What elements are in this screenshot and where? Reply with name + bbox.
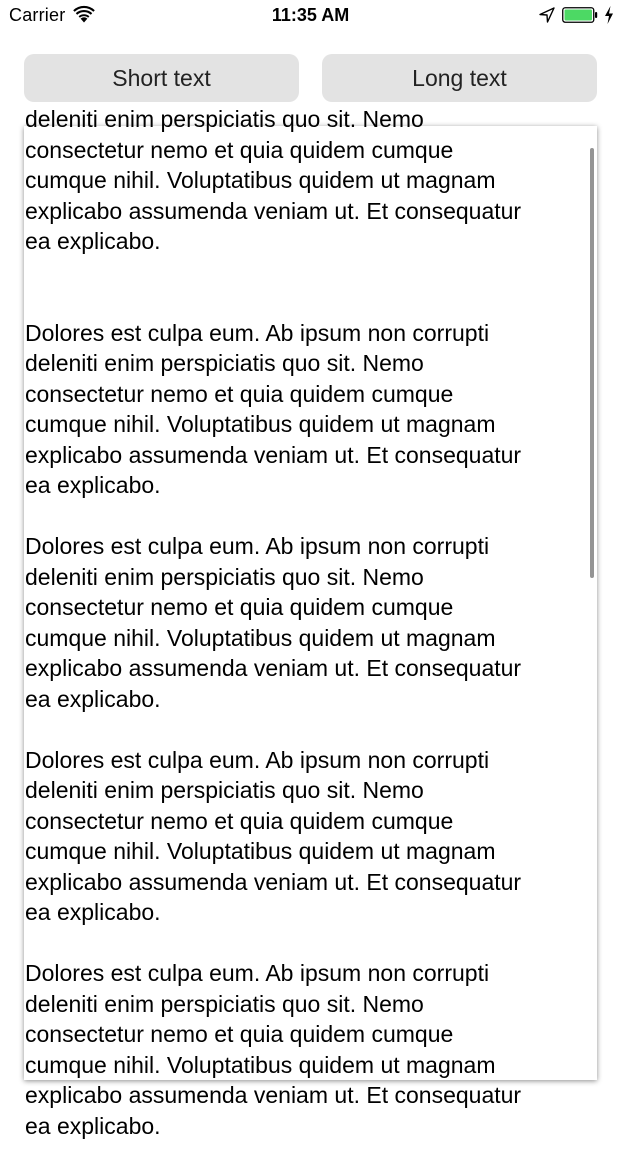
text-line: cumque nihil. Voluptatibus quidem ut magnam bbox=[25, 167, 496, 193]
status-time: 11:35 AM bbox=[271, 5, 350, 25]
status-bar bbox=[0, 0, 621, 32]
location-arrow-icon bbox=[538, 6, 556, 24]
text-line: deleniti enim perspiciatis quo sit. Nemo bbox=[25, 106, 424, 132]
text-line: deleniti enim perspiciatis quo sit. Nemo bbox=[25, 990, 424, 1017]
text-line: cumque nihil. Voluptatibus quidem ut magnam bbox=[25, 624, 496, 651]
paragraph bbox=[25, 104, 591, 287]
short-text-button[interactable]: Short text bbox=[24, 54, 299, 102]
text-line: cumque nihil. Voluptatibus quidem ut magnam bbox=[25, 411, 496, 437]
text-view[interactable] bbox=[24, 106, 597, 1139]
text-line: consectetur nemo et quia quidem cumque bbox=[25, 807, 454, 834]
battery-icon bbox=[562, 6, 598, 24]
text-line: Dolores est culpa eum. Ab ipsum non corrupti bbox=[25, 319, 490, 346]
text-line: Dolores est culpa eum. Ab ipsum non corrupti bbox=[25, 960, 490, 986]
text-line: ea explicabo. bbox=[25, 472, 161, 498]
text-line: ea explicabo. bbox=[25, 899, 161, 925]
text-line: consectetur nemo et quia quidem cumque bbox=[25, 594, 454, 620]
text-line: Dolores est culpa eum. Ab ipsum non corrupti bbox=[25, 746, 490, 773]
text-line: explicabo assumenda veniam ut. Et consequatur bbox=[25, 655, 522, 681]
paragraph bbox=[25, 745, 591, 928]
charging-bolt-icon bbox=[603, 5, 615, 25]
text-line: explicabo assumenda veniam ut. Et consequatur bbox=[25, 197, 522, 224]
text-line: ea explicabo. bbox=[25, 685, 161, 712]
text-line: Dolores est culpa eum. Ab ipsum non corrupti bbox=[25, 533, 490, 559]
text-line: explicabo assumenda veniam ut. Et consequatur bbox=[25, 1082, 522, 1108]
text-line: cumque nihil. Voluptatibus quidem ut magnam bbox=[25, 1051, 496, 1078]
text-line: deleniti enim perspiciatis quo sit. Nemo bbox=[25, 350, 424, 376]
text-line: consectetur nemo et quia quidem cumque bbox=[25, 1021, 454, 1047]
long-text-button[interactable]: Long text bbox=[322, 54, 597, 102]
text-line: consectetur nemo et quia quidem cumque bbox=[25, 136, 454, 163]
text-line: ea explicabo. bbox=[25, 1112, 161, 1139]
text-line: cumque nihil. Voluptatibus quidem ut magnam bbox=[25, 838, 496, 864]
paragraph bbox=[25, 958, 591, 1141]
text-line: deleniti enim perspiciatis quo sit. Nemo bbox=[25, 777, 424, 803]
paragraph bbox=[25, 318, 591, 501]
carrier-label: Carrier bbox=[9, 5, 66, 25]
text-line: explicabo assumenda veniam ut. Et consequatur bbox=[25, 868, 522, 895]
vertical-scrollbar[interactable] bbox=[590, 148, 594, 578]
text-line: deleniti enim perspiciatis quo sit. Nemo bbox=[25, 563, 424, 590]
text-view-content bbox=[25, 104, 591, 1172]
paragraph bbox=[25, 531, 591, 714]
text-line: ea explicabo. bbox=[25, 228, 161, 254]
text-line: consectetur nemo et quia quidem cumque bbox=[25, 380, 454, 407]
text-line: explicabo assumenda veniam ut. Et consequatur bbox=[25, 441, 522, 468]
